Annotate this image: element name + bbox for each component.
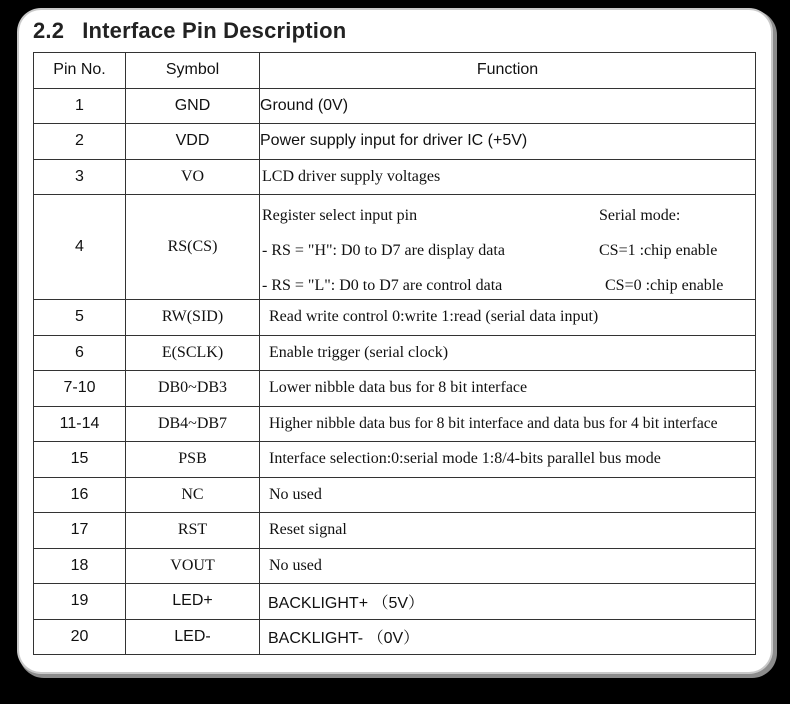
pin-function: Power supply input for driver IC (+5V) bbox=[260, 124, 756, 160]
table-row bbox=[34, 513, 756, 549]
header-pin-no: Pin No. bbox=[34, 53, 126, 89]
pin-symbol: VO bbox=[126, 159, 260, 195]
pin-function: BACKLIGHT- （0V） bbox=[260, 619, 756, 655]
table-row bbox=[34, 548, 756, 584]
header-function: Function bbox=[260, 53, 756, 89]
table-row bbox=[34, 584, 756, 620]
table-header-row bbox=[34, 53, 756, 89]
pin-number: 2 bbox=[34, 124, 126, 160]
pin-function: Ground (0V) bbox=[260, 88, 756, 124]
pin-function: Lower nibble data bus for 8 bit interface bbox=[260, 371, 756, 407]
pin-function: LCD driver supply voltages bbox=[260, 159, 756, 195]
pin-symbol: PSB bbox=[126, 442, 260, 478]
table-row bbox=[34, 124, 756, 160]
table-row bbox=[34, 442, 756, 478]
pin-symbol: RST bbox=[126, 513, 260, 549]
table-row bbox=[34, 335, 756, 371]
pin-function: Reset signal bbox=[260, 513, 756, 549]
table-row bbox=[34, 88, 756, 124]
rs-function-block bbox=[260, 195, 755, 299]
pin-number: 5 bbox=[34, 300, 126, 336]
pin-symbol: LED- bbox=[126, 619, 260, 655]
pin-number: 18 bbox=[34, 548, 126, 584]
pin-function: Higher nibble data bus for 8 bit interface and data bus for 4 bit interface bbox=[260, 406, 756, 442]
pin-number: 4 bbox=[34, 195, 126, 300]
pin-symbol: NC bbox=[126, 477, 260, 513]
pin-symbol: DB0~DB3 bbox=[126, 371, 260, 407]
pin-number: 16 bbox=[34, 477, 126, 513]
header-symbol: Symbol bbox=[126, 53, 260, 89]
pin-function: Interface selection:0:serial mode 1:8/4-bits parallel bus mode bbox=[260, 442, 756, 478]
table-row bbox=[34, 477, 756, 513]
pin-number: 15 bbox=[34, 442, 126, 478]
rs-line-3: - RS = "L": D0 to D7 are control data bbox=[262, 277, 503, 294]
pin-symbol: RW(SID) bbox=[126, 300, 260, 336]
section-number: 2.2 bbox=[33, 18, 65, 43]
pin-function: No used bbox=[260, 477, 756, 513]
pin-number: 1 bbox=[34, 88, 126, 124]
pin-number: 11-14 bbox=[34, 406, 126, 442]
pin-symbol: VDD bbox=[126, 124, 260, 160]
pin-number: 6 bbox=[34, 335, 126, 371]
pin-number: 20 bbox=[34, 619, 126, 655]
pin-symbol: GND bbox=[126, 88, 260, 124]
pin-function: No used bbox=[260, 548, 756, 584]
pin-symbol: VOUT bbox=[126, 548, 260, 584]
table-row bbox=[34, 195, 756, 300]
rs-line-1: Register select input pin bbox=[262, 207, 418, 224]
table-row bbox=[34, 159, 756, 195]
table-row bbox=[34, 371, 756, 407]
pin-function: Enable trigger (serial clock) bbox=[260, 335, 756, 371]
pin-number: 7-10 bbox=[34, 371, 126, 407]
rs-line-2: - RS = "H": D0 to D7 are display data bbox=[262, 242, 505, 259]
pin-function: Read write control 0:write 1:read (serial data input) bbox=[260, 300, 756, 336]
pin-symbol: RS(CS) bbox=[126, 195, 260, 300]
cs1-label: CS=1 :chip enable bbox=[599, 242, 718, 259]
pin-symbol: DB4~DB7 bbox=[126, 406, 260, 442]
pin-description-table bbox=[33, 52, 756, 655]
pin-number: 19 bbox=[34, 584, 126, 620]
pin-symbol: LED+ bbox=[126, 584, 260, 620]
table-row bbox=[34, 406, 756, 442]
serial-mode-label: Serial mode: bbox=[599, 207, 681, 224]
pin-number: 3 bbox=[34, 159, 126, 195]
pin-number: 17 bbox=[34, 513, 126, 549]
table-row bbox=[34, 619, 756, 655]
cs0-label: CS=0 :chip enable bbox=[605, 277, 724, 294]
pin-symbol: E(SCLK) bbox=[126, 335, 260, 371]
pin-function bbox=[260, 195, 756, 300]
table-row bbox=[34, 300, 756, 336]
section-heading bbox=[33, 18, 346, 44]
section-title: Interface Pin Description bbox=[82, 18, 347, 43]
pin-function: BACKLIGHT+ （5V） bbox=[260, 584, 756, 620]
